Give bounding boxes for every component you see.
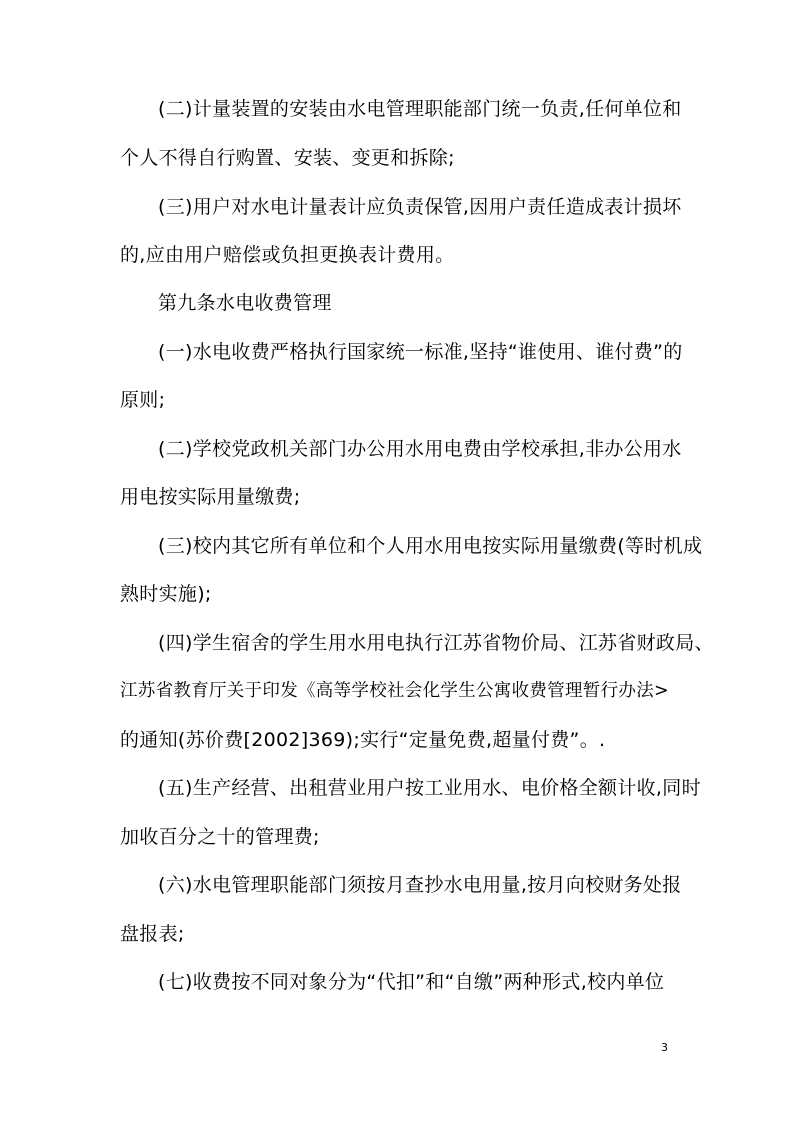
page-number: 3	[661, 1041, 668, 1054]
text-line: (二)学校党政机关部门办公用水用电费由学校承担,非办公用水	[158, 438, 682, 460]
text-line: (六)水电管理职能部门须按月查抄水电用量,按月向校财务处报	[158, 874, 682, 896]
text-line: (四)学生宿舍的学生用水用电执行江苏省物价局、江苏省财政局、	[158, 632, 714, 654]
text-line: 原则;	[120, 389, 166, 411]
text-line: 盘报表;	[120, 923, 185, 945]
text-line: (二)计量装置的安装由水电管理职能部门统一负责,任何单位和	[158, 98, 682, 120]
text-line: (五)生产经营、出租营业用户按工业用水、电价格全额计收,同时	[158, 777, 701, 799]
text-line: 加收百分之十的管理费;	[120, 826, 320, 848]
text-line: (三)用户对水电计量表计应负责保管,因用户责任造成表计损坏	[158, 196, 682, 218]
article-heading: 第九条水电收费管理	[158, 292, 332, 314]
text-line: (七)收费按不同对象分为“代扣”和“自缴”两种形式,校内单位	[158, 971, 665, 993]
text-line: (三)校内其它所有单位和个人用水用电按实际用量缴费(等时机成	[158, 535, 703, 557]
text-line: (一)水电收费严格执行国家统一标准,坚持“谁使用、谁付费”的	[158, 341, 683, 363]
text-line: 个人不得自行购置、安装、变更和拆除;	[120, 147, 455, 169]
text-line: 的,应由用户赔偿或负担更换表计费用。	[120, 244, 455, 266]
text-line: 的通知(苏价费[2002]369);实行“定量免费,超量付费”。.	[120, 729, 606, 751]
text-line: 江苏省教育厅关于印发《高等学校社会化学生公寓收费管理暂行办法>	[120, 681, 669, 701]
text-line: 用电按实际用量缴费;	[120, 486, 301, 508]
text-line: 熟时实施);	[120, 583, 212, 605]
